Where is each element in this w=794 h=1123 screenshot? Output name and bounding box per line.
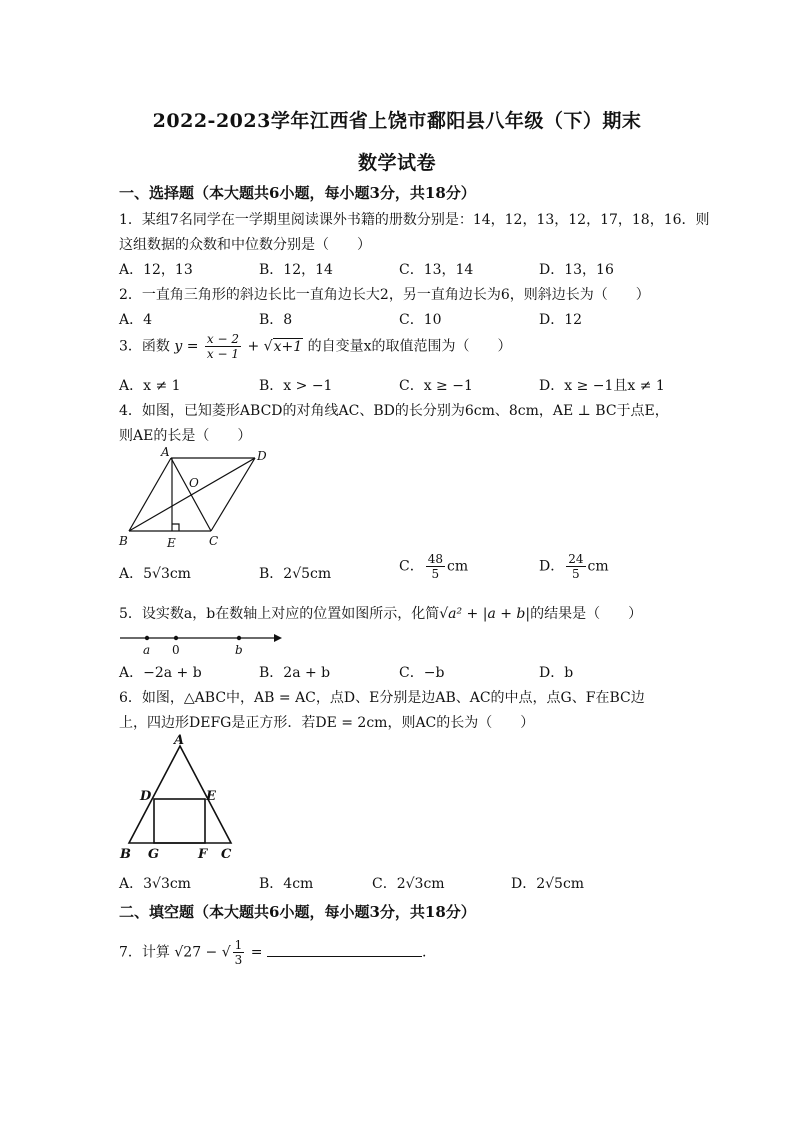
q5-option-c: C．−b xyxy=(399,665,445,681)
q4-label-b: B xyxy=(119,534,128,548)
q2-option-a: A．4 xyxy=(119,312,153,328)
section-choice-heading: 一、选择题（本大题共6小题，每小题3分，共18分） xyxy=(119,184,476,202)
q1-stem-line2: 这组数据的众数和中位数分别是（ ） xyxy=(119,237,371,253)
q4-label-c: C xyxy=(209,534,219,548)
q7-frac-num: 1 xyxy=(234,938,243,952)
q1-option-d: D．13，16 xyxy=(539,262,614,278)
q2-option-c: C．10 xyxy=(399,312,442,328)
q7-answer-blank[interactable] xyxy=(267,944,422,957)
q4-option-a: A．5√3cm xyxy=(119,566,191,582)
q6-option-d: D．2√5cm xyxy=(511,876,585,892)
q4-option-c xyxy=(399,552,468,581)
q7-equals: = xyxy=(250,944,263,961)
q3-plus-sqrt: + √ xyxy=(247,338,273,355)
q7-frac-den: 3 xyxy=(234,953,243,967)
q4-rhombus-figure xyxy=(114,444,284,550)
q6-label-e: E xyxy=(206,789,216,804)
q5-option-a: A．−2a + b xyxy=(119,665,202,681)
q5-point-zero xyxy=(174,636,178,640)
q7-sqrt-sign: √ xyxy=(221,944,231,961)
q6-label-b: B xyxy=(120,847,131,862)
q6-square-defg xyxy=(154,799,205,843)
q5-option-b: B．2a + b xyxy=(259,665,331,681)
q4-option-b: B．2√5cm xyxy=(259,566,332,582)
q2-option-d: D．12 xyxy=(539,312,583,328)
q6-triangle-figure xyxy=(114,732,244,864)
q6-label-f: F xyxy=(198,847,208,862)
q6-stem-line2: 上，四边形DEFG是正方形．若DE = 2cm，则AC的长为（ ） xyxy=(119,715,535,731)
exam-subtitle: 数学试卷 xyxy=(357,152,436,174)
q7-expr1: √27 − xyxy=(174,944,218,961)
q4-option-c-den: 5 xyxy=(431,567,440,581)
q1-option-c: C．13，14 xyxy=(399,262,474,278)
q6-option-c: C．2√3cm xyxy=(372,876,445,892)
q5-stem xyxy=(119,603,642,623)
q7-stem xyxy=(119,938,426,967)
q6-option-a: A．3√3cm xyxy=(119,876,191,892)
q6-label-d: D xyxy=(140,789,152,804)
q4-right-angle-mark xyxy=(172,524,179,531)
q4-option-d-num: 24 xyxy=(568,552,584,566)
exam-title: 2022-2023学年江西省上饶市鄱阳县八年级（下）期末 xyxy=(152,110,642,132)
q4-label-e: E xyxy=(167,536,176,550)
q3-option-b: B．x > −1 xyxy=(259,378,333,394)
q2-stem: 2．一直角三角形的斜边长比一直角边长大2，另一直角边长为6，则斜边长为（ ） xyxy=(119,287,650,303)
q3-stem xyxy=(119,332,511,361)
q4-side-ab xyxy=(129,458,171,531)
q3-fraction xyxy=(205,332,241,361)
q4-option-c-prefix: C． xyxy=(399,558,424,575)
q6-stem-line1: 6．如图，△ABC中，AB = AC，点D、E分别是边AB、AC的中点，点G、F在BC边 xyxy=(119,690,645,706)
q3-prefix: 3．函数 xyxy=(119,338,170,355)
q7-suffix: . xyxy=(421,944,427,961)
q5-number-line xyxy=(114,628,284,656)
section-fill-heading: 二、填空题（本大题共6小题，每小题3分，共18分） xyxy=(119,903,476,921)
q4-option-d-unit: cm xyxy=(587,558,609,575)
q6-label-g: G xyxy=(148,847,160,862)
q3-option-d: D．x ≥ −1且x ≠ 1 xyxy=(539,378,665,394)
q4-option-c-num: 48 xyxy=(427,552,443,566)
q3-frac-num: x − 2 xyxy=(206,332,240,346)
q4-label-d: D xyxy=(257,449,267,463)
q6-option-b: B．4cm xyxy=(259,876,314,892)
q3-sqrt-body: x+1 xyxy=(273,338,303,355)
q1-option-a: A．12，13 xyxy=(119,262,193,278)
q4-option-c-unit: cm xyxy=(447,558,469,575)
q6-label-a: A xyxy=(174,733,185,748)
q7-fraction xyxy=(233,938,245,967)
q4-option-d-fraction xyxy=(566,552,585,581)
q4-label-a: A xyxy=(161,445,170,459)
q5-prefix: 5．设实数a，b在数轴上对应的位置如图所示，化简 xyxy=(119,606,440,622)
q5-label-b: b xyxy=(235,643,243,656)
q2-option-b: B．8 xyxy=(259,312,293,328)
q5-point-b xyxy=(237,636,241,640)
q4-option-d-den: 5 xyxy=(572,567,580,581)
q5-option-d: D．b xyxy=(539,665,574,681)
q1-option-b: B．12，14 xyxy=(259,262,333,278)
q5-label-a: a xyxy=(143,643,151,656)
q5-point-a xyxy=(145,636,149,640)
q4-diagonal-bd xyxy=(129,458,255,531)
q5-axis-arrow xyxy=(274,634,282,642)
q3-option-c: C．x ≥ −1 xyxy=(399,378,473,394)
q4-stem-line1: 4．如图，已知菱形ABCD的对角线AC、BD的长分别为6cm、8cm，AE ⊥ BC于点E， xyxy=(119,403,669,419)
q4-option-d xyxy=(539,552,609,581)
q5-expression: √a² + |a + b| xyxy=(439,606,531,622)
q4-stem-line2: 则AE的长是（ ） xyxy=(119,428,252,444)
q4-option-d-prefix: D． xyxy=(539,558,565,575)
q1-stem-line1: 1．某组7名同学在一学期里阅读课外书籍的册数分别是：14，12，13，12，17，18，16．则 xyxy=(119,212,710,228)
q3-option-a: A．x ≠ 1 xyxy=(119,378,181,394)
q6-label-c: C xyxy=(221,847,232,862)
q7-prefix: 7．计算 xyxy=(119,944,170,961)
q3-frac-den: x − 1 xyxy=(206,347,240,361)
q3-func-y: y = xyxy=(174,338,199,355)
q4-side-cd xyxy=(211,458,255,531)
q5-label-zero: 0 xyxy=(172,643,180,656)
q3-suffix: 的自变量x的取值范围为（ ） xyxy=(307,338,512,355)
q4-label-o: O xyxy=(189,476,199,490)
q4-option-c-fraction xyxy=(426,552,445,581)
q5-suffix: 的结果是（ ） xyxy=(530,606,643,622)
